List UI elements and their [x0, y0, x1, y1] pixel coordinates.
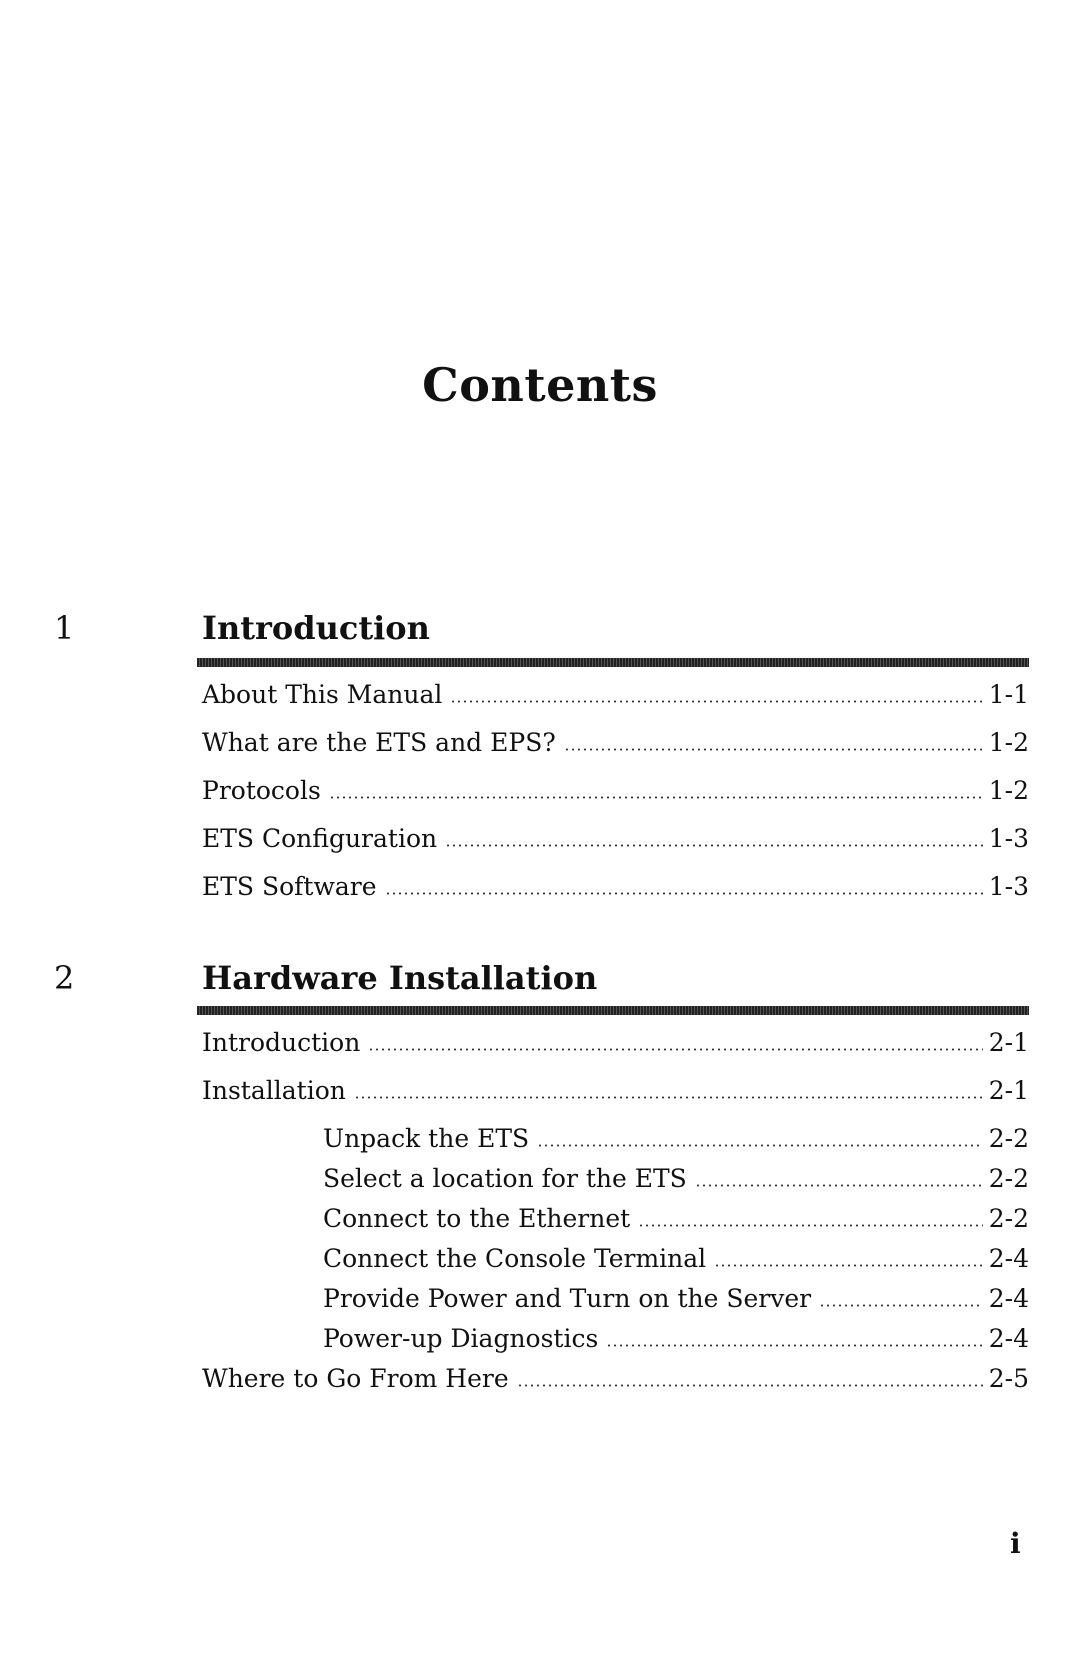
toc-subentry[interactable]	[323, 1320, 1029, 1354]
dot-leader	[537, 1144, 983, 1147]
chapter-title: Hardware Installation	[202, 959, 598, 997]
toc-entry-page: 2-2	[988, 1164, 1029, 1193]
toc-entry-page: 2-5	[988, 1364, 1029, 1393]
toc-entry-page: 2-2	[988, 1124, 1029, 1153]
dot-leader	[695, 1184, 983, 1187]
toc-entry-label: Unpack the ETS	[323, 1124, 530, 1153]
toc-entry-label: Power-up Diagnostics	[323, 1324, 599, 1353]
dot-leader	[354, 1096, 983, 1099]
toc-entry-page: 2-4	[988, 1284, 1029, 1313]
toc-entry-label: About This Manual	[202, 680, 443, 709]
toc-entry[interactable]	[202, 676, 1029, 710]
toc-entry-label: What are the ETS and EPS?	[202, 728, 556, 757]
dot-leader	[368, 1048, 982, 1051]
page-folio: i	[1010, 1527, 1021, 1560]
dot-leader	[450, 700, 982, 703]
toc-entry-page: 1-2	[988, 776, 1029, 805]
dot-leader	[385, 892, 983, 895]
toc-entry[interactable]	[202, 1360, 1029, 1394]
toc-entry-page: 1-3	[988, 824, 1029, 853]
toc-entry-label: ETS Software	[202, 872, 377, 901]
toc-entry[interactable]	[202, 820, 1029, 854]
chapter-rule	[197, 1006, 1029, 1015]
dot-leader	[329, 796, 983, 799]
page-title: Contents	[422, 358, 658, 412]
chapter-title: Introduction	[202, 609, 430, 647]
toc-entry[interactable]	[202, 868, 1029, 902]
dot-leader	[714, 1264, 983, 1267]
dot-leader	[638, 1224, 983, 1227]
toc-subentry[interactable]	[323, 1200, 1029, 1234]
toc-entry-page: 2-4	[988, 1244, 1029, 1273]
toc-subentry[interactable]	[323, 1280, 1029, 1314]
toc-entry-page: 1-3	[988, 872, 1029, 901]
toc-subentry[interactable]	[323, 1160, 1029, 1194]
toc-entry-page: 1-2	[988, 728, 1029, 757]
toc-entry-page: 2-1	[988, 1028, 1029, 1057]
toc-entry-label: Introduction	[202, 1028, 361, 1057]
toc-subentry[interactable]	[323, 1120, 1029, 1154]
toc-entry-label: Connect the Console Terminal	[323, 1244, 707, 1273]
toc-entry-page: 2-4	[988, 1324, 1029, 1353]
toc-entry-label: Select a location for the ETS	[323, 1164, 687, 1193]
dot-leader	[564, 748, 983, 751]
toc-entry[interactable]	[202, 772, 1029, 806]
chapter-rule	[197, 658, 1029, 667]
toc-entry-label: ETS Configuration	[202, 824, 438, 853]
toc-entry-label: Connect to the Ethernet	[323, 1204, 631, 1233]
toc-subentry[interactable]	[323, 1240, 1029, 1274]
toc-entry[interactable]	[202, 1024, 1029, 1058]
toc-entry-page: 2-2	[988, 1204, 1029, 1233]
toc-entry-label: Where to Go From Here	[202, 1364, 509, 1393]
chapter-number: 2	[54, 959, 75, 997]
toc-entry-page: 2-1	[988, 1076, 1029, 1105]
toc-entry-page: 1-1	[988, 680, 1029, 709]
toc-entry-label: Installation	[202, 1076, 346, 1105]
chapter-number: 1	[54, 609, 75, 647]
toc-entry[interactable]	[202, 1072, 1029, 1106]
toc-entry[interactable]	[202, 724, 1029, 758]
dot-leader	[606, 1344, 982, 1347]
toc-entry-label: Protocols	[202, 776, 321, 805]
dot-leader	[517, 1384, 983, 1387]
toc-entry-label: Provide Power and Turn on the Server	[323, 1284, 812, 1313]
dot-leader	[445, 844, 983, 847]
dot-leader	[819, 1304, 983, 1307]
